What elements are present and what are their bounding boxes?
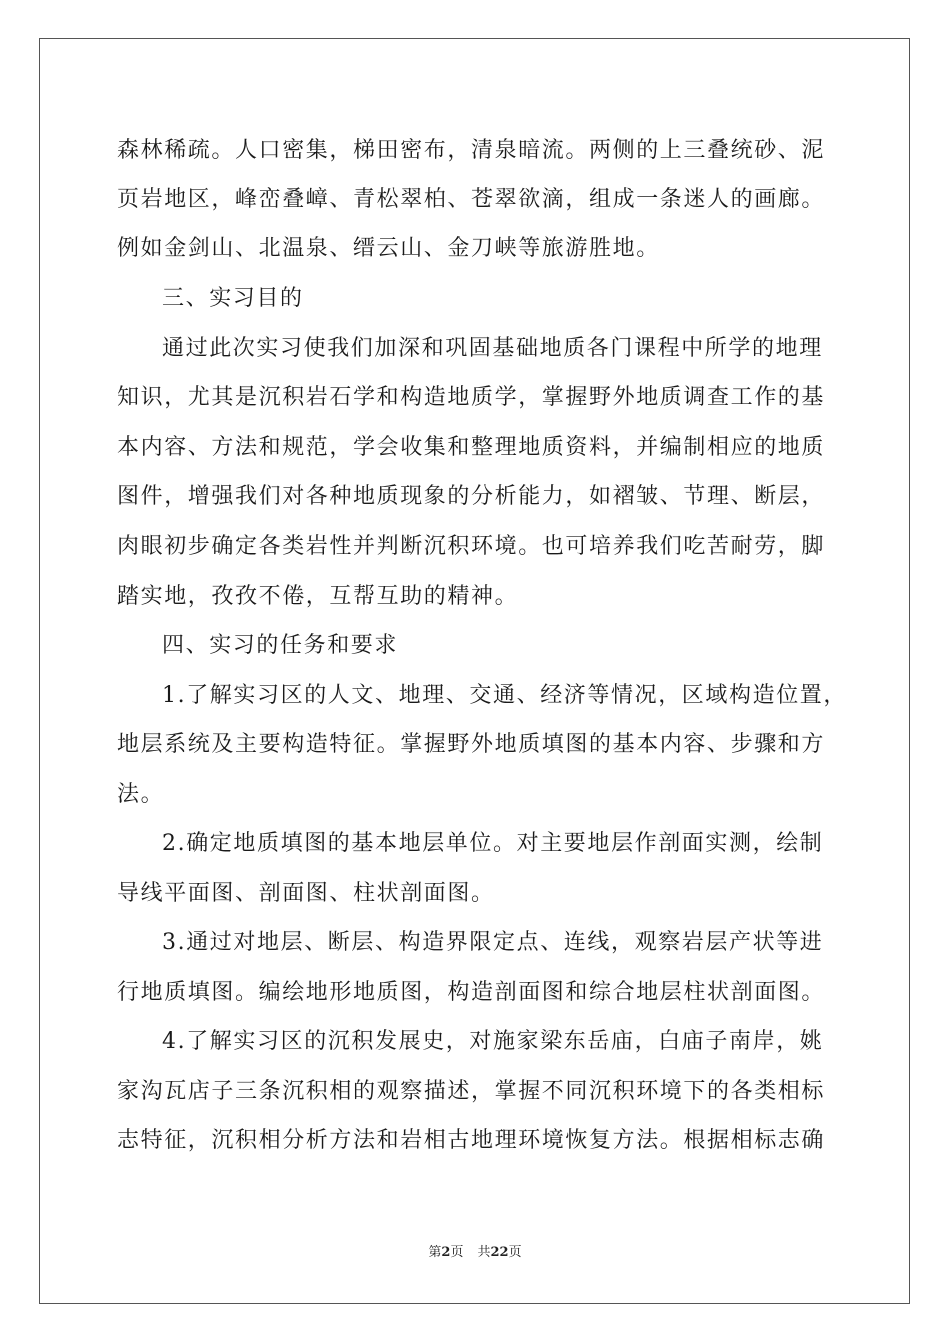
text-line: 4.了解实习区的沉积发展史，对施家梁东岳庙，白庙子南岸，姚 [162,1029,824,1054]
page-suffix: 页 [450,1245,464,1260]
text-line: 踏实地，孜孜不倦，互帮互助的精神。 [117,584,519,609]
section-heading: 三、实习目的 [162,286,304,311]
page-current: 2 [441,1245,451,1260]
text-line: 2.确定地质填图的基本地层单位。对主要地层作剖面实测，绘制 [162,831,824,856]
total-prefix: 共 [477,1245,491,1260]
text-line: 页岩地区，峰峦叠嶂、青松翠柏、苍翠欲滴，组成一条迷人的画廊。 [117,187,826,212]
text-line: 知识，尤其是沉积岩石学和构造地质学，掌握野外地质调查工作的基 [117,385,826,410]
text-line: 导线平面图、剖面图、柱状剖面图。 [117,881,495,906]
text-line: 肉眼初步确定各类岩性并判断沉积环境。也可培养我们吃苦耐劳，脚 [117,534,826,559]
page-prefix: 第 [428,1245,442,1260]
text-line: 森林稀疏。人口密集，梯田密布，清泉暗流。两侧的上三叠统砂、泥 [117,138,826,163]
text-line: 1.了解实习区的人文、地理、交通、经济等情况，区域构造位置， [162,683,847,708]
page-border [39,38,910,1304]
section-heading: 四、实习的任务和要求 [162,633,399,658]
text-line: 图件，增强我们对各种地质现象的分析能力，如褶皱、节理、断层， [117,484,826,509]
total-suffix: 页 [508,1245,522,1260]
page-total: 22 [490,1245,509,1260]
text-line: 志特征，沉积相分析方法和岩相古地理环境恢复方法。根据相标志确 [117,1128,826,1153]
text-line: 例如金剑山、北温泉、缙云山、金刀峡等旅游胜地。 [117,236,660,261]
page-footer [0,1244,950,1262]
text-line: 地层系统及主要构造特征。掌握野外地质填图的基本内容、步骤和方 [117,732,826,757]
text-line: 3.通过对地层、断层、构造界限定点、连线，观察岩层产状等进 [162,930,824,955]
text-line: 通过此次实习使我们加深和巩固基础地质各门课程中所学的地理 [162,336,823,361]
text-line: 家沟瓦店子三条沉积相的观察描述，掌握不同沉积环境下的各类相标 [117,1079,826,1104]
text-line: 法。 [117,782,165,807]
text-line: 行地质填图。编绘地形地质图，构造剖面图和综合地层柱状剖面图。 [117,980,826,1005]
text-line: 本内容、方法和规范，学会收集和整理地质资料，并编制相应的地质 [117,435,826,460]
